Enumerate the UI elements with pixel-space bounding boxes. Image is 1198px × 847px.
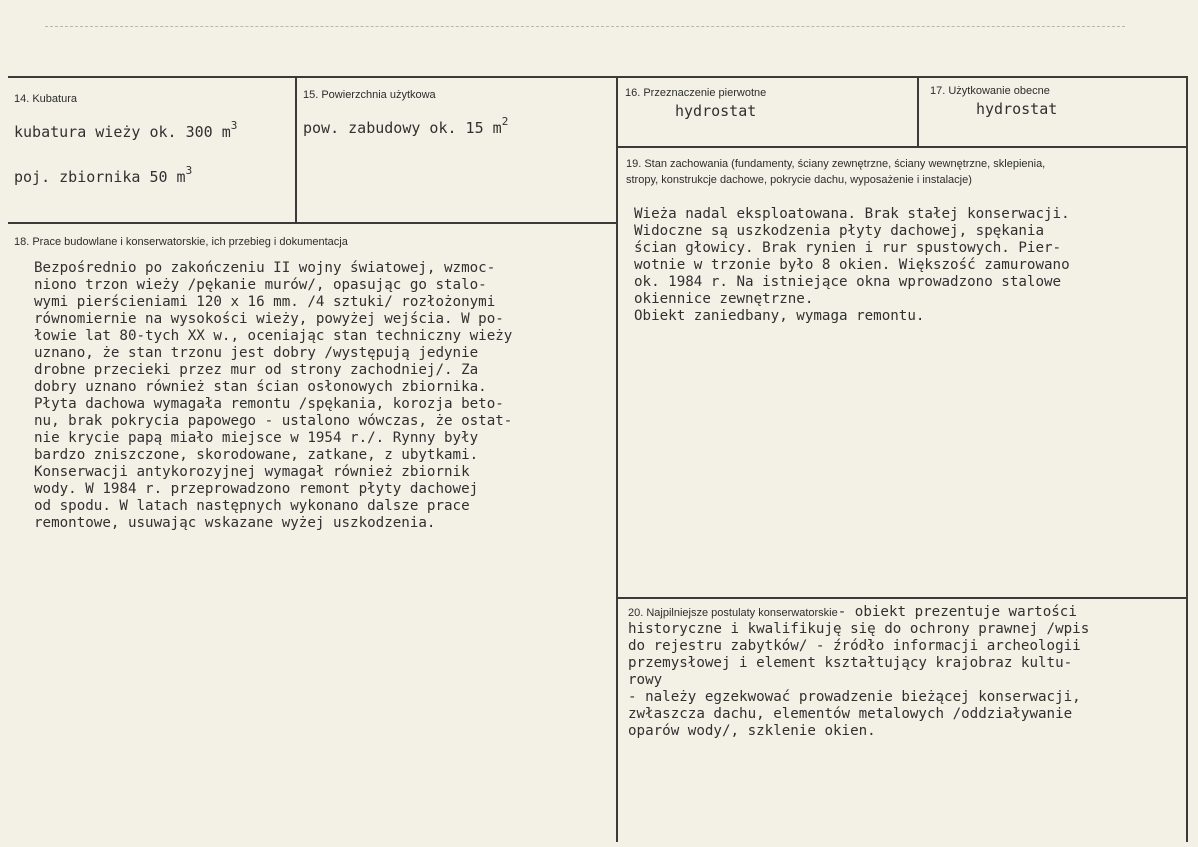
top-dashed-line <box>45 26 1125 27</box>
field-15-powierzchnia <box>303 89 611 137</box>
field-19-line: Widoczne są uszkodzenia płyty dachowej, spękania <box>634 223 1044 239</box>
field-18-label: 18. Prace budowlane i konserwatorskie, ich przebieg i dokumentacja <box>14 236 348 248</box>
field-18-line: dobry uznano również stan ścian osłonowych zbiornika. <box>34 379 487 395</box>
field-17-label: 17. Użytkowanie obecne <box>930 85 1050 97</box>
field-20-postulaty <box>628 601 1184 740</box>
field-14-line-1 <box>14 119 292 141</box>
field-14-line-2-sup: 3 <box>185 164 193 177</box>
field-20-line: rowy <box>628 672 663 688</box>
field-18-line: równomiernie na wysokości wieży, powyżej wejścia. W po- <box>34 311 504 327</box>
field-19-stan-zachowania <box>626 156 1182 325</box>
field-14-label: 14. Kubatura <box>14 93 77 105</box>
field-16-przeznaczenie <box>625 87 913 120</box>
field-18-line: niono trzon wieży /pękanie murów/, opasując go stalo- <box>34 277 487 293</box>
field-20-line: przemysłowej i element kształtujący krajobraz kultu- <box>628 655 1073 671</box>
field-19-line: wotnie w trzonie było 8 okien. Większość zamurowano <box>634 257 1070 273</box>
field-16-label: 16. Przeznaczenie pierwotne <box>625 87 767 99</box>
row-divider-top <box>8 76 1188 78</box>
field-18-line: wymi pierścieniami 120 x 16 mm. /4 sztuki/ rozłożonymi <box>34 294 496 310</box>
row-divider-14-15 <box>8 222 616 224</box>
field-20-line-first: - obiekt prezentuje wartości <box>837 604 1077 620</box>
field-20-line: oparów wody/, szklenie okien. <box>628 723 876 739</box>
field-19-line: Obiekt zaniedbany, wymaga remontu. <box>634 308 925 324</box>
field-15-line-1-sup: 2 <box>501 115 509 128</box>
field-14-line-1-sup: 3 <box>230 119 238 132</box>
field-18-line: Bezpośrednio po zakończeniu II wojny światowej, wzmoc- <box>34 260 496 276</box>
field-18-line: remontowe, usuwając wskazane wyżej uszkodzenia. <box>34 515 436 531</box>
field-19-line: Wieża nadal eksploatowana. Brak stałej konserwacji. <box>634 206 1070 222</box>
field-20-label: 20. Najpilniejsze postulaty konserwatorskie <box>628 607 838 619</box>
field-18-line: wody. W 1984 r. przeprowadzono remont płyty dachowej <box>34 481 479 497</box>
field-18-line: drobne przecieki przez mur od strony zachodniej/. Za <box>34 362 479 378</box>
field-19-line: ok. 1984 r. Na istniejące okna wprowadzono stalowe <box>634 274 1062 290</box>
field-15-line-1 <box>303 115 611 137</box>
field-19-label-line-1: 19. Stan zachowania (fundamenty, ściany zewnętrzne, ściany wewnętrzne, sklepienia, <box>626 158 1046 170</box>
field-14-line-2 <box>14 164 292 186</box>
field-18-line: nu, brak pokrycia papowego - ustalono wówczas, że ostat- <box>34 413 513 429</box>
col-divider-right <box>1186 76 1188 842</box>
field-17-value: hydrostat <box>976 100 1058 118</box>
field-16-value: hydrostat <box>675 102 757 120</box>
field-14-line-1-text: kubatura wieży ok. 300 m <box>14 123 231 141</box>
field-15-label: 15. Powierzchnia użytkowa <box>303 89 436 101</box>
col-divider-14-15 <box>295 76 297 222</box>
field-18-line: uznano, że stan trzonu jest dobry /występują jedynie <box>34 345 479 361</box>
row-divider-16-17 <box>616 146 1188 148</box>
field-20-line: zwłaszcza dachu, elementów metalowych /oddziaływanie <box>628 706 1073 722</box>
field-19-label <box>626 156 1182 188</box>
field-18-line: od spodu. W latach następnych wykonano dalsze prace <box>34 498 470 514</box>
row-divider-19-20 <box>616 597 1188 599</box>
field-18-line: łowie lat 80-tych XX w., oceniając stan techniczny wieży <box>34 328 513 344</box>
field-18-line: Płyta dachowa wymagała remontu /spękania, korozja beto- <box>34 396 504 412</box>
field-18-text <box>14 260 614 532</box>
field-19-text <box>626 206 1182 325</box>
col-divider-main <box>616 76 618 842</box>
field-20-line: do rejestru zabytków/ - źródło informacji archeologii <box>628 638 1081 654</box>
field-18-line: bardzo zniszczone, skorodowane, zatkane, z ubytkami. <box>34 447 479 463</box>
field-18-line: nie krycie papą miało miejsce w 1954 r./. Rynny były <box>34 430 479 446</box>
field-14-kubatura <box>14 93 292 186</box>
field-20-first-line <box>628 601 1184 621</box>
field-19-label-line-2: stropy, konstrukcje dachowe, pokrycie dachu, wyposażenie i instalacje) <box>626 174 972 186</box>
field-14-line-2-text: poj. zbiornika 50 m <box>14 168 186 186</box>
field-18-line: Konserwacji antykorozyjnej wymagał również zbiornik <box>34 464 470 480</box>
field-17-uzytkowanie <box>930 85 1184 118</box>
field-19-line: ścian głowicy. Brak rynien i rur spustowych. Pier- <box>634 240 1062 256</box>
field-15-line-1-text: pow. zabudowy ok. 15 m <box>303 119 502 137</box>
field-20-line: - należy egzekwować prowadzenie bieżącej konserwacji, <box>628 689 1081 705</box>
field-19-line: okiennice zewnętrzne. <box>634 291 814 307</box>
field-18-prace <box>14 236 614 532</box>
field-20-line: historyczne i kwalifikuję się do ochrony prawnej /wpis <box>628 621 1090 637</box>
col-divider-16-17 <box>917 76 919 146</box>
